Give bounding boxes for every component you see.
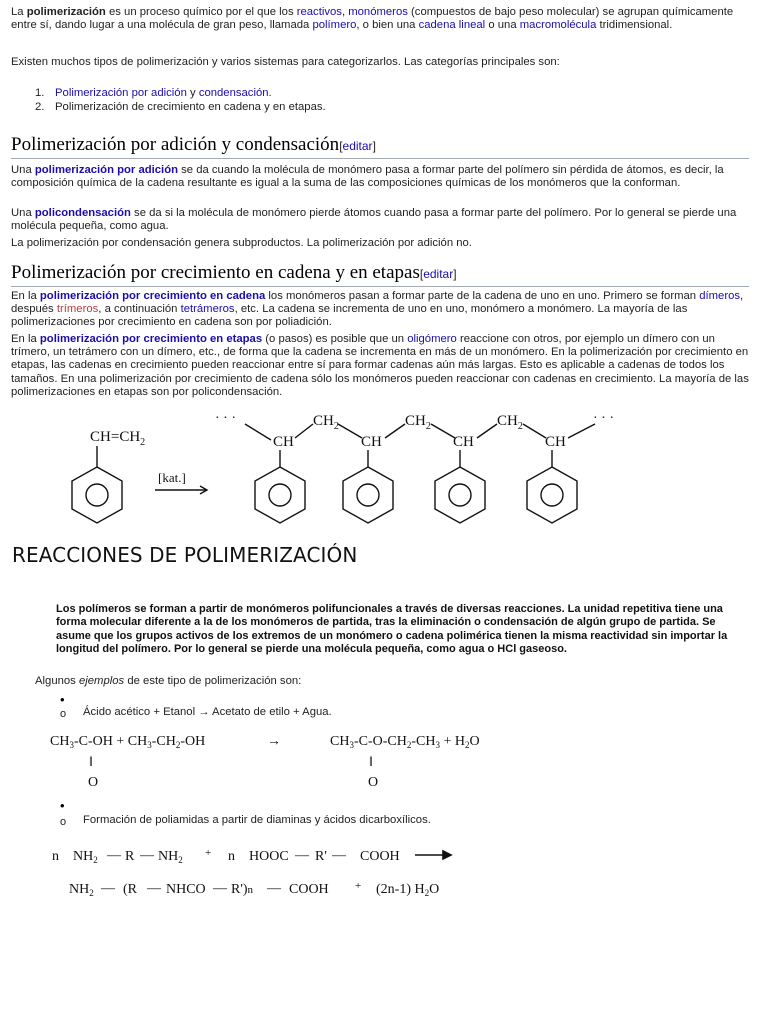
catalyst-label: [kat.] bbox=[158, 470, 186, 485]
polyamide-equation bbox=[45, 842, 515, 904]
link-tetrameros[interactable]: tetrámeros bbox=[180, 303, 235, 316]
svg-text:R')n: R')n bbox=[231, 882, 254, 897]
link-trimeros[interactable]: trímeros bbox=[56, 303, 99, 316]
term-bold: polimerización bbox=[26, 6, 106, 18]
svg-text:HOOC: HOOC bbox=[249, 849, 289, 864]
svg-text:—: — bbox=[107, 848, 121, 863]
section-heading-crecimiento bbox=[11, 262, 749, 287]
link-cadena-lineal[interactable]: cadena lineal bbox=[418, 19, 486, 32]
benzene-ring-3 bbox=[435, 467, 485, 523]
bullet-dot: • bbox=[60, 692, 65, 707]
svg-text:n: n bbox=[52, 849, 59, 864]
text: o una bbox=[485, 19, 520, 32]
link-policondensacion[interactable]: policondensación bbox=[34, 207, 131, 219]
equation-left: $CH_3-C-OH + CH_3-CH_2-OH$ bbox=[50, 734, 206, 750]
svg-text:COOH: COOH bbox=[360, 849, 400, 864]
categories-intro: Existen muchos tipos de polimerización y varios sistemas para categorizarlos. Las categorías principales son: bbox=[11, 56, 560, 68]
svg-text:—: — bbox=[295, 848, 309, 863]
text: de este tipo de polimerización son: bbox=[124, 675, 302, 687]
text: La bbox=[11, 6, 27, 18]
emphasis: ejemplos bbox=[78, 675, 125, 687]
svg-text:n: n bbox=[228, 849, 235, 864]
link-polimerizacion-por-adicion[interactable]: polimerización por adición bbox=[34, 164, 178, 176]
link-monomeros[interactable]: monómeros bbox=[348, 6, 408, 18]
list-number: 1. bbox=[35, 87, 45, 99]
text: , etc. La cadena se incrementa de uno en uno, monómero a monómero. La mayoría de las polimerizaciones por crecimiento en cadena son por poliadición. bbox=[11, 303, 688, 329]
link-crecimiento-cadena[interactable]: polimerización por crecimiento en cadena bbox=[39, 290, 266, 302]
benzene-ring-1 bbox=[255, 467, 305, 523]
benzene-ring-monomer bbox=[72, 467, 122, 523]
text: , a continuación bbox=[98, 303, 181, 316]
svg-text:COOH: COOH bbox=[289, 882, 329, 897]
list-item bbox=[35, 87, 326, 101]
svg-text:R: R bbox=[125, 849, 135, 864]
paragraph-etapas bbox=[11, 333, 751, 399]
monomer-ch-label: $CH=CH_2$ bbox=[90, 429, 146, 448]
svg-text:—: — bbox=[332, 848, 346, 863]
bullet-o: o bbox=[60, 708, 67, 720]
text: reaccione con otros, por ejemplo un dímero con un trímero, un tetrámero con un dímero, etc., de forma que la cadena se incrementa en más de un monómero. En la polimerización por crecimiento en etapas, las cadenas en crecimiento pueden reaccionar entre sí para formar cadenas aún más largas. Esto es aplicable a cadenas de todos los tamaños. En una polimerización por crecimiento de cadena sólo los monómeros pueden reaccionar con cadenas en crecimiento. La mayoría de las polimerizaciones en etapas son por policondensación. bbox=[11, 333, 749, 398]
oxygen-left: O bbox=[88, 775, 99, 790]
chain-dots-right: · · · bbox=[593, 411, 614, 426]
text: Una bbox=[11, 207, 35, 219]
text: los monómeros pasan a formar parte de la cadena de uno en uno. Primero se forman bbox=[265, 290, 700, 302]
categories-list bbox=[11, 87, 326, 115]
svg-text:+: + bbox=[355, 880, 362, 892]
text: , bbox=[341, 6, 349, 18]
svg-text:(2n-1) H2O: (2n-1) $H_2O$ bbox=[376, 882, 440, 898]
link-dimeros[interactable]: dímeros bbox=[699, 290, 741, 302]
esterification-equation bbox=[45, 730, 545, 790]
styrene-polymerization-diagram bbox=[55, 410, 635, 532]
text: En la bbox=[11, 290, 40, 302]
link-polimerizacion-adicion[interactable]: Polimerización por adición bbox=[55, 87, 187, 99]
svg-text:NH2: $NH_2$ bbox=[69, 882, 94, 898]
benzene-ring-2 bbox=[343, 467, 393, 523]
heading-text: Polimerización por crecimiento en cadena y en etapas bbox=[11, 262, 420, 283]
text: . bbox=[268, 87, 272, 99]
reactions-title: REACCIONES DE POLIMERIZACIÓN bbox=[12, 543, 358, 567]
paragraph-adicion bbox=[11, 164, 751, 190]
intro-paragraph bbox=[11, 6, 751, 32]
svg-text:—: — bbox=[147, 881, 161, 896]
polymer-ch-4: CH bbox=[545, 434, 566, 450]
polymer-ch-2: CH bbox=[361, 434, 382, 450]
text: , o bien una bbox=[356, 19, 419, 32]
list-item bbox=[35, 101, 326, 115]
oxygen-right: O bbox=[368, 775, 379, 790]
text: y bbox=[186, 87, 199, 99]
text: En la bbox=[11, 333, 40, 345]
text: , después bbox=[11, 290, 744, 316]
link-crecimiento-etapas[interactable]: polimerización por crecimiento en etapas bbox=[39, 333, 263, 345]
polymer-ch-1: CH bbox=[273, 434, 294, 450]
svg-text:(R: (R bbox=[123, 882, 137, 897]
paragraph-policondensacion bbox=[11, 207, 751, 233]
text: Algunos bbox=[35, 675, 79, 687]
edit-section-link[interactable]: [editar] bbox=[339, 139, 376, 153]
svg-text:—: — bbox=[213, 881, 227, 896]
benzene-ring-4 bbox=[527, 467, 577, 523]
chain-dots-left: · · · bbox=[215, 411, 236, 426]
svg-text:NH2: $NH_2$ bbox=[73, 849, 98, 865]
text: (o pasos) es posible que un bbox=[262, 333, 408, 345]
list-number: 2. bbox=[35, 101, 45, 113]
paragraph-subproductos: La polimerización por condensación genera subproductos. La polimerización por adición no. bbox=[11, 237, 472, 249]
link-reactivos[interactable]: reactivos bbox=[296, 6, 342, 18]
svg-text:—: — bbox=[140, 848, 154, 863]
reactions-bold-paragraph: Los polímeros se forman a partir de monómeros polifuncionales a través de diversas reacciones. La unidad repetitiva tiene una forma molecular diferente a la de los monómeros de partida, tras la eliminación o condensación de algún grupo de partida. Se asume que los grupos activos de los extremos de un monómero o cadena polimérica tienen la misma reactividad sin importar la longitud del polímero. Por lo general se pierde una molécula pequeña, como agua o HCl gaseoso. bbox=[56, 603, 728, 655]
equation-right: $CH_3-C-O-CH_2-CH_3 + H_2O$ bbox=[330, 734, 480, 750]
double-bond-right: ‖ bbox=[369, 755, 373, 770]
text: tridimensional. bbox=[596, 19, 673, 32]
equation-arrow: → bbox=[267, 734, 281, 749]
text: se da cuando la molécula de monómero pasa a formar parte del polímero sin pérdida de átomos, es decir, la composición química de la cadena resultante es igual a la suma de las composiciones químicas de los monómeros que la conforman. bbox=[11, 164, 724, 190]
benzene-circle-monomer bbox=[86, 484, 108, 506]
svg-text:NH2: $NH_2$ bbox=[158, 849, 183, 865]
polymer-ch2-3: $CH_2$ bbox=[497, 413, 523, 432]
link-polimero[interactable]: polímero bbox=[312, 19, 357, 32]
svg-text:—: — bbox=[101, 881, 115, 896]
svg-text:+: + bbox=[205, 847, 212, 859]
svg-text:NHCO: NHCO bbox=[166, 882, 206, 897]
bullet-dot: • bbox=[60, 798, 65, 813]
text: Una bbox=[11, 164, 35, 176]
text: es un proceso químico por el que los bbox=[105, 6, 297, 18]
polymer-ch-3: CH bbox=[453, 434, 474, 450]
examples-intro bbox=[35, 675, 301, 688]
svg-text:—: — bbox=[267, 881, 281, 896]
link-oligomero[interactable]: oligómero bbox=[407, 333, 457, 345]
example-2-text: Formación de poliamidas a partir de diaminas y ácidos dicarboxílicos. bbox=[83, 814, 431, 826]
edit-section-link[interactable]: [editar] bbox=[419, 267, 457, 281]
section-heading-adicion bbox=[11, 134, 749, 159]
bullet-o: o bbox=[60, 816, 67, 828]
text: Polimerización de crecimiento en cadena y en etapas. bbox=[55, 101, 326, 113]
svg-text:R': R' bbox=[315, 849, 327, 864]
example-1-text: Ácido acético + Etanol → Acetato de etilo + Agua. bbox=[83, 706, 332, 718]
text: (compuestos de bajo peso molecular) se agrupan químicamente entre sí, dando lugar a una molécula de gran peso, llamada bbox=[11, 6, 734, 32]
text: se da si la molécula de monómero pierde átomos cuando pasa a formar parte del polímero. Por lo general se pierde una molécula pequeña, como agua. bbox=[11, 207, 737, 233]
paragraph-cadena bbox=[11, 290, 751, 330]
heading-text: Polimerización por adición y condensación bbox=[11, 134, 340, 155]
link-macromolecula[interactable]: macromolécula bbox=[519, 19, 597, 32]
link-condensacion[interactable]: condensación bbox=[198, 87, 269, 99]
double-bond-left: ‖ bbox=[89, 755, 93, 770]
polymer-ch2-2: $CH_2$ bbox=[405, 413, 431, 432]
polymer-ch2-1: $CH_2$ bbox=[313, 413, 339, 432]
